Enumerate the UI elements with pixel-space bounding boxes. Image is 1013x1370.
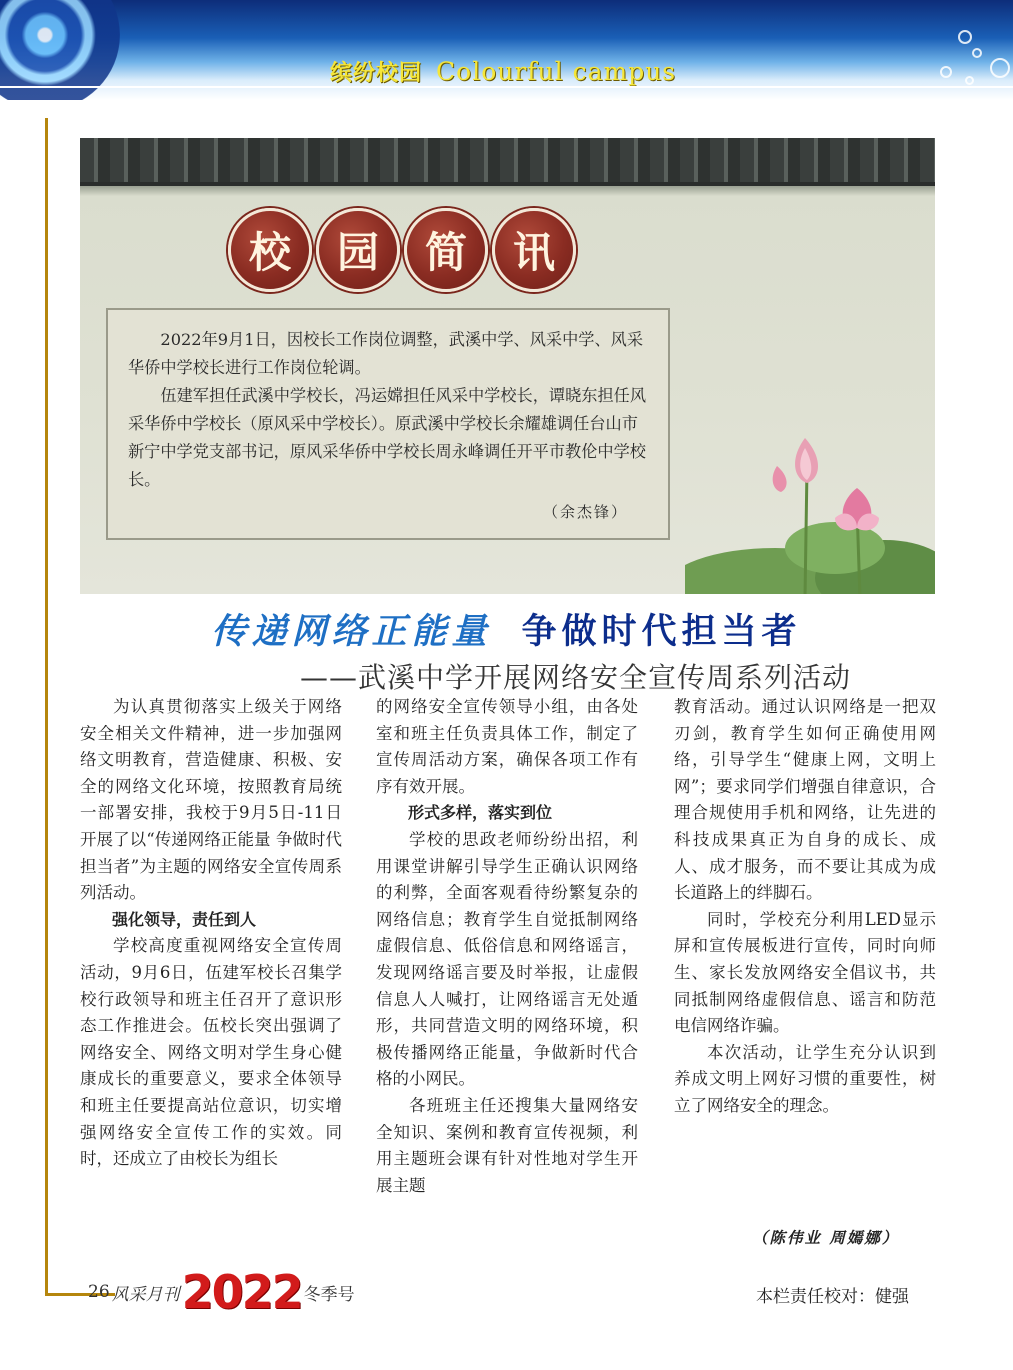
article-paragraph: 各班班主任还搜集大量网络安全知识、案例和教育宣传视频，利用主题班会课有针对性地对学生开展主题 — [376, 1095, 638, 1195]
article-paragraph: 学校高度重视网络安全宣传周活动，9月6日，伍建军校长召集学校行政领导和班主任召开了意识形态工作推进会。伍校长突出强调了网络安全、网络文明对学生身心健康成长的重要意义，要求全体领导和班主任要提高站位意识，切实增强网络安全宣传工作的实效。同时，还成立了由校长为组长 — [80, 936, 342, 1169]
article-title — [0, 604, 1013, 654]
swirl-decoration — [0, 0, 120, 100]
section-heading: 形式多样，落实到位 — [408, 803, 553, 823]
article-paragraph: 本次活动，让学生充分认识到养成文明上网好习惯的重要性，树立了网络安全的理念。 — [674, 1042, 936, 1115]
news-paragraph-2: 伍建军担任武溪中学校长，冯运嫦担任风采中学校长，谭晓东担任风采华侨中学校长（原风采中学校长）。原武溪中学校长余耀雄调任台山市新宁中学党支部书记，原风采华侨中学校长周永峰调任开平市教伦中学校长。 — [128, 386, 647, 489]
article-title-part2: 争做时代担当者 — [521, 612, 802, 652]
article-title-part1: 传递网络正能量 — [211, 612, 492, 652]
news-author: （余杰锋） — [542, 503, 628, 521]
heading-char-3: 简 — [404, 208, 488, 292]
page-footer — [88, 1265, 355, 1319]
article-column-3 — [674, 694, 936, 1120]
article-paragraph: 为认真贯彻落实上级关于网络安全相关文件精神，进一步加强网络文明教育，营造健康、积极、安全的网络文化环境，按照教育局统一部署安排，我校于9月5日-11日开展了以“传递网络正能量 争做时代担当者”为主题的网络安全宣传周系列活动。 — [80, 697, 342, 903]
campus-news-heading — [228, 208, 576, 292]
campus-news-panel — [80, 138, 935, 594]
heading-char-2: 园 — [316, 208, 400, 292]
news-text-box — [106, 308, 670, 540]
page-header — [0, 0, 1013, 100]
issue-season: 冬季号 — [303, 1284, 355, 1305]
article-paragraph: 同时，学校充分利用LED显示屏和宣传展板进行宣传，同时向师生、家长发放网络安全倡议书，共同抵制网络虚假信息、谣言和防范电信网络诈骗。 — [674, 909, 936, 1036]
lotus-illustration — [685, 428, 935, 594]
news-paragraph-1: 2022年9月1日，因校长工作岗位调整，武溪中学、风采中学、风采华侨中学校长进行工作岗位轮调。 — [128, 330, 644, 377]
section-title-en: Colourful campus — [436, 57, 677, 86]
article-paragraph: 教育活动。通过认识网络是一把双刃剑，教育学生如何正确使用网络，引导学生“健康上网，文明上网”；要求同学们增强自律意识，合理合规使用手机和网络，让先进的科技成果真正为自身的成长、成人、成才服务，而不要让其成为成长道路上的绊脚石。 — [674, 697, 936, 903]
proofreader-note: 本栏责任校对：健强 — [756, 1287, 909, 1307]
page-number: 26 — [88, 1282, 110, 1302]
magazine-name: 风采月刊 — [111, 1284, 180, 1305]
heading-char-1: 校 — [228, 208, 312, 292]
article-subtitle: ——武溪中学开展网络安全宣传周系列活动 — [300, 661, 852, 694]
roof-shadow — [80, 186, 935, 196]
heading-char-4: 讯 — [492, 208, 576, 292]
section-heading: 强化领导，责任到人 — [112, 909, 257, 929]
article-column-1 — [80, 694, 342, 1173]
section-title-cn: 缤纷校园 — [330, 60, 423, 86]
article-author: （陈伟业 周嫣娜） — [752, 1228, 900, 1247]
roof-tiles-decoration — [80, 138, 935, 186]
article-column-2 — [376, 694, 638, 1199]
article-paragraph: 学校的思政老师纷纷出招，利用课堂讲解引导学生正确认识网络的利弊，全面客观看待纷繁复杂的网络信息；教育学生自觉抵制网络虚假信息、低俗信息和网络谣言，发现网络谣言要及时举报，让虚假信息人人喊打，让网络谣言无处遁形，共同营造文明的网络环境，积极传播网络正能量，争做新时代合格的小网民。 — [376, 829, 638, 1089]
article-paragraph: 的网络安全宣传领导小组，由各处室和班主任负责具体工作，制定了宣传周活动方案，确保各项工作有序有效开展。 — [376, 697, 638, 796]
left-border-line — [45, 118, 48, 1293]
header-divider — [0, 86, 1013, 88]
issue-year: 2022 — [181, 1265, 302, 1319]
section-title — [330, 56, 676, 87]
